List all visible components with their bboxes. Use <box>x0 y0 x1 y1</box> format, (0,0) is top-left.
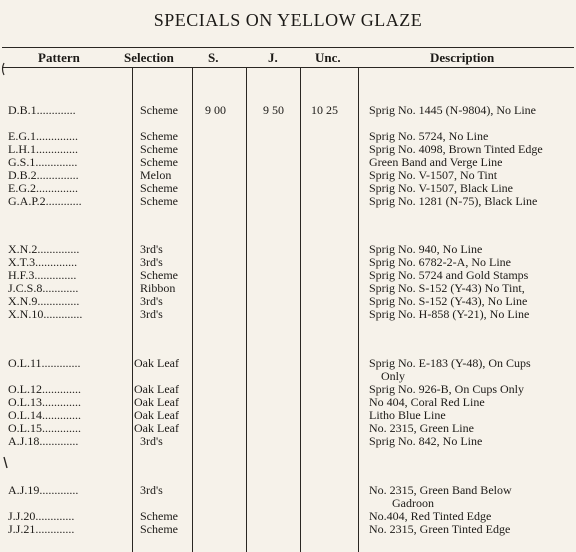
selection: 3rd's <box>140 242 163 256</box>
pattern-code: X.N.2.............. <box>8 242 80 256</box>
header-j: J. <box>268 50 278 65</box>
selection: 3rd's <box>140 307 163 321</box>
price-s: 9 00 <box>205 103 226 117</box>
pattern-code: G.A.P.2............ <box>8 194 82 208</box>
description: Sprig No. V-1507, Black Line <box>369 181 513 195</box>
header-top-rule <box>2 47 574 48</box>
description: Litho Blue Line <box>369 408 446 422</box>
selection: Oak Leaf <box>134 395 179 409</box>
header-selection: Selection <box>124 50 174 65</box>
table-row <box>0 435 576 448</box>
table-row <box>0 357 576 370</box>
selection: Oak Leaf <box>134 421 179 435</box>
pattern-code: O.L.11............. <box>8 356 81 370</box>
table-row <box>0 422 576 435</box>
description: Green Band and Verge Line <box>369 155 503 169</box>
description: Sprig No. S-152 (Y-43), No Line <box>369 294 528 308</box>
selection: 3rd's <box>140 434 163 448</box>
description: No. 2315, Green Tinted Edge <box>369 522 511 536</box>
pattern-code: J.J.20............. <box>8 509 75 523</box>
description: Sprig No. 926-B, On Cups Only <box>369 382 525 396</box>
description: Sprig No. E-183 (Y-48), On Cups <box>369 356 531 370</box>
page-title: SPECIALS ON YELLOW GLAZE <box>153 10 423 30</box>
table-row <box>0 195 576 208</box>
table-row <box>0 396 576 409</box>
description: Sprig No. 1445 (N-9804), No Line <box>369 103 536 117</box>
description: No.404, Red Tinted Edge <box>369 509 492 523</box>
selection: Scheme <box>140 181 178 195</box>
description: Sprig No. 940, No Line <box>369 242 483 256</box>
pattern-code: X.N.10............. <box>8 307 83 321</box>
selection: 3rd's <box>140 255 163 269</box>
pattern-code: D.B.2.............. <box>8 168 79 182</box>
table-row <box>0 523 576 536</box>
pattern-code: E.G.1.............. <box>8 129 78 143</box>
selection: Melon <box>140 168 172 182</box>
selection: 3rd's <box>140 483 163 497</box>
description: No. 2315, Green Line <box>369 421 474 435</box>
price-unc: 10 25 <box>311 103 338 117</box>
table-row <box>0 308 576 321</box>
pattern-code: J.C.S.8............ <box>8 281 79 295</box>
description: Sprig No. 6782-2-A, No Line <box>369 255 511 269</box>
pattern-code: L.H.1.............. <box>8 142 78 156</box>
pattern-code: D.B.1............. <box>8 103 76 117</box>
pattern-code: O.L.12............. <box>8 382 81 396</box>
margin-mark-icon <box>2 456 12 470</box>
table-row <box>0 409 576 422</box>
description: Sprig No. 4098, Brown Tinted Edge <box>369 142 543 156</box>
selection: Scheme <box>140 155 178 169</box>
pattern-code: X.T.3.............. <box>8 255 78 269</box>
pattern-code: O.L.13............. <box>8 395 81 409</box>
pattern-code: J.J.21............. <box>8 522 75 536</box>
header-description: Description <box>430 50 495 65</box>
selection: Scheme <box>140 509 178 523</box>
selection: Scheme <box>140 142 178 156</box>
description: No 404, Coral Red Line <box>369 395 485 409</box>
description: Sprig No. 5724 and Gold Stamps <box>369 268 529 282</box>
table-row <box>0 104 576 117</box>
margin-mark-icon <box>0 62 6 76</box>
description-continuation: Gadroon <box>392 496 434 510</box>
selection: Oak Leaf <box>134 408 179 422</box>
description-continuation: Only <box>381 369 405 383</box>
table-row <box>0 484 576 497</box>
selection: 3rd's <box>140 294 163 308</box>
selection: Oak Leaf <box>134 356 179 370</box>
selection: Ribbon <box>140 281 176 295</box>
pattern-code: O.L.15............. <box>8 421 81 435</box>
description: Sprig No. 1281 (N-75), Black Line <box>369 194 538 208</box>
header-unc: Unc. <box>315 50 341 65</box>
pattern-code: E.G.2.............. <box>8 181 78 195</box>
pattern-code: G.S.1.............. <box>8 155 78 169</box>
header-pattern: Pattern <box>38 50 80 65</box>
pattern-code: X.N.9.............. <box>8 294 80 308</box>
selection: Scheme <box>140 194 178 208</box>
table-row <box>0 383 576 396</box>
pattern-code: H.F.3.............. <box>8 268 77 282</box>
pattern-code: A.J.19............. <box>8 483 79 497</box>
selection: Scheme <box>140 103 178 117</box>
description: Sprig No. S-152 (Y-43) No Tint, <box>369 281 525 295</box>
header-s: S. <box>208 50 219 65</box>
pattern-code: A.J.18............. <box>8 434 79 448</box>
selection: Scheme <box>140 129 178 143</box>
description: Sprig No. 842, No Line <box>369 434 483 448</box>
price-j: 9 50 <box>263 103 284 117</box>
selection: Oak Leaf <box>134 382 179 396</box>
header-bottom-rule <box>2 67 574 68</box>
description: Sprig No. 5724, No Line <box>369 129 489 143</box>
pattern-code: O.L.14............. <box>8 408 81 422</box>
selection: Scheme <box>140 522 178 536</box>
selection: Scheme <box>140 268 178 282</box>
description: Sprig No. H-858 (Y-21), No Line <box>369 307 530 321</box>
description: Sprig No. V-1507, No Tint <box>369 168 498 182</box>
description: No. 2315, Green Band Below <box>369 483 512 497</box>
